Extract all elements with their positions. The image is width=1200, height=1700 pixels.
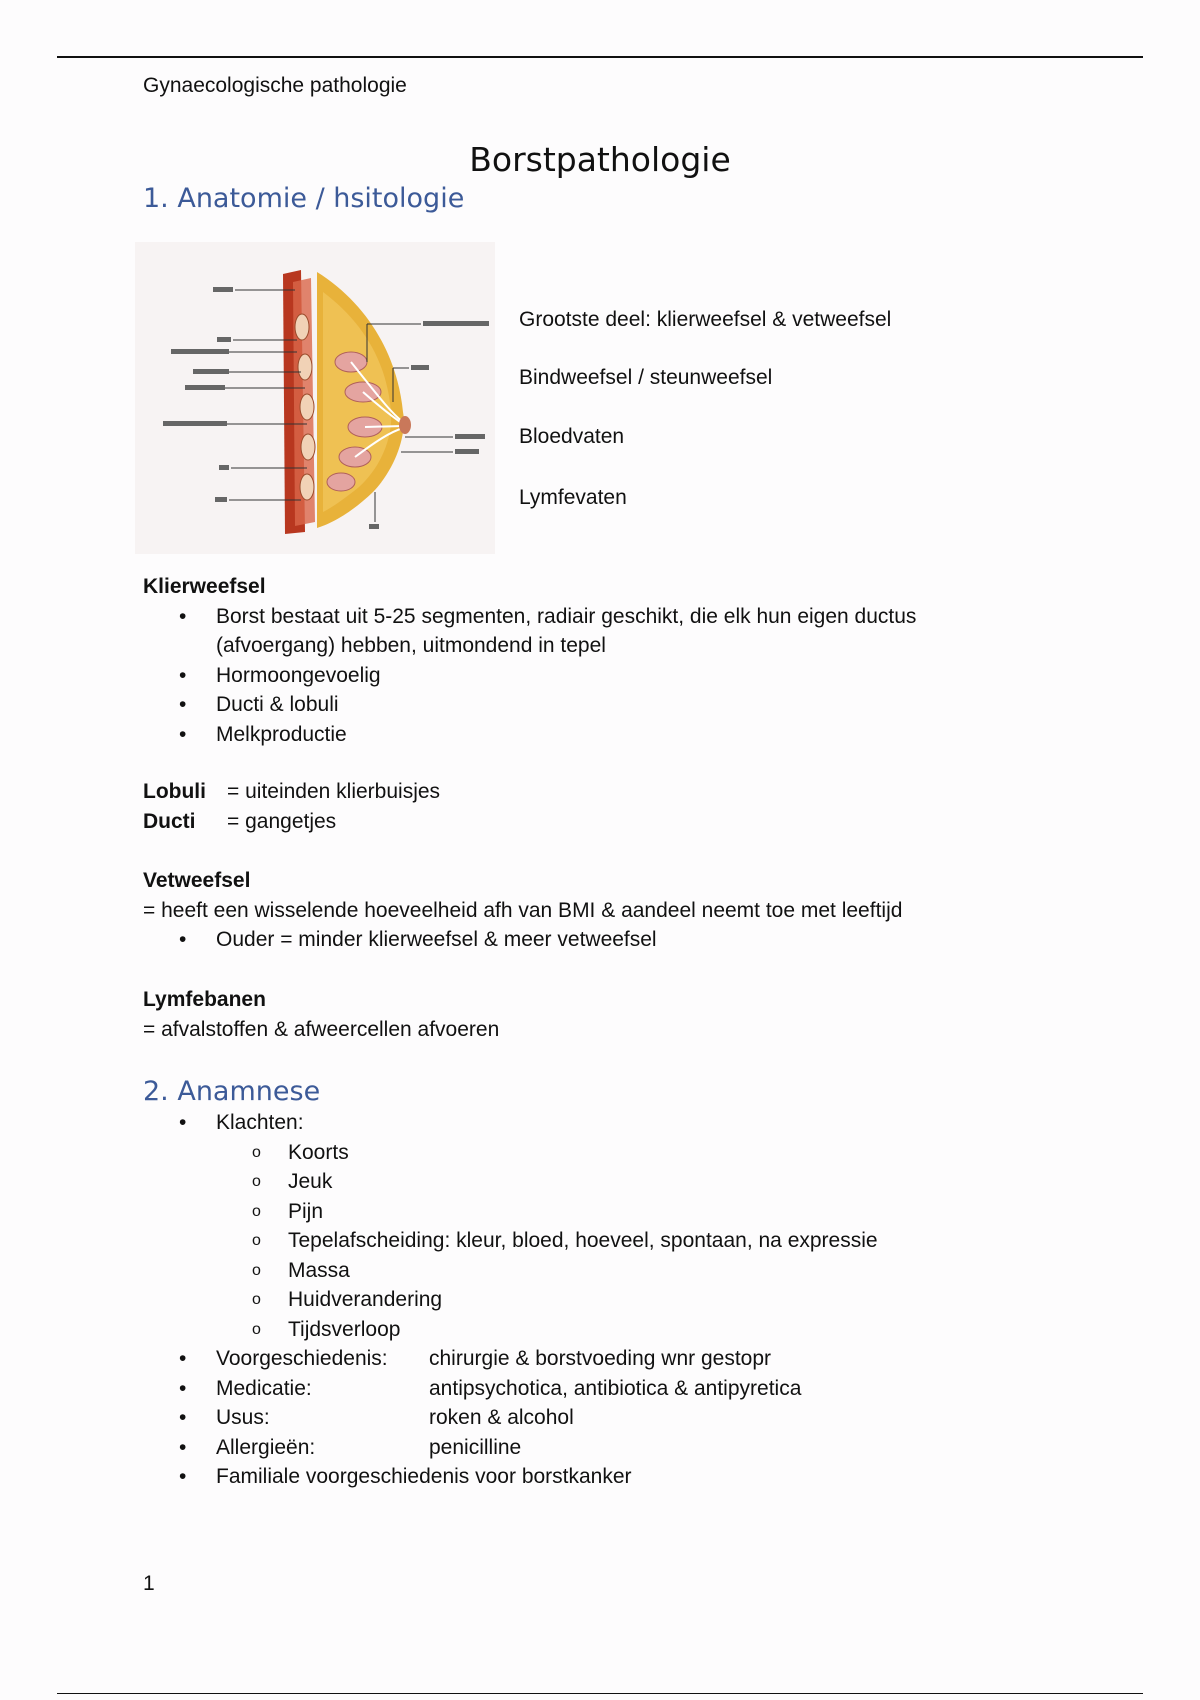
list-item: • Ouder = minder klierweefsel & meer vetweefsel bbox=[143, 925, 902, 955]
sub-list-item: o Tepelafscheiding: kleur, bloed, hoeveel, spontaan, na expressie bbox=[143, 1226, 878, 1256]
klachten-sublist bbox=[143, 1138, 878, 1345]
vetweefsel-block bbox=[143, 866, 902, 955]
definitions-block bbox=[143, 777, 440, 836]
definition-term: Lobuli bbox=[143, 780, 206, 803]
list-item: • Borst bestaat uit 5-25 segmenten, radiair geschikt, die elk hun eigen ductus (afvoergang) hebben, uitmondend in tepel bbox=[143, 602, 1016, 661]
kv-value: roken & alcohol bbox=[429, 1406, 574, 1429]
list-item: • Ducti & lobuli bbox=[143, 690, 1016, 720]
running-header: Gynaecologische pathologie bbox=[143, 74, 407, 97]
lymfebanen-text: = afvalstoffen & afweercellen afvoeren bbox=[143, 1017, 500, 1041]
sub-list-item: o Pijn bbox=[143, 1197, 878, 1227]
kv-label: Medicatie: bbox=[216, 1376, 312, 1400]
figure-item: Bindweefsel / steunweefsel bbox=[519, 366, 773, 389]
kv-value: antipsychotica, antibiotica & antipyretica bbox=[429, 1376, 802, 1400]
klierweefsel-block bbox=[143, 572, 1016, 749]
list-item bbox=[143, 1403, 878, 1433]
section-heading-anamnese: 2. Anamnese bbox=[143, 1076, 321, 1107]
page-number: 1 bbox=[143, 1572, 155, 1595]
definition-row bbox=[143, 777, 440, 807]
bottom-rule bbox=[57, 1693, 1143, 1694]
document-title: Borstpathologie bbox=[469, 140, 731, 179]
lymfebanen-block bbox=[143, 985, 499, 1044]
klierweefsel-title: Klierweefsel bbox=[143, 575, 266, 598]
klierweefsel-list bbox=[143, 602, 1016, 750]
figure-item: Lymfevaten bbox=[519, 486, 627, 509]
sub-list-item: o Jeuk bbox=[143, 1167, 878, 1197]
figure-item: Bloedvaten bbox=[519, 425, 625, 448]
list-item: • Melkproductie bbox=[143, 720, 1016, 750]
kv-label: Allergieën: bbox=[216, 1435, 316, 1459]
section-heading-anatomy: 1. Anatomie / hsitologie bbox=[143, 183, 465, 214]
breast-anatomy-illustration bbox=[135, 242, 495, 554]
sub-list-item: o Koorts bbox=[143, 1138, 878, 1168]
top-rule bbox=[57, 56, 1143, 58]
kv-value: chirurgie & borstvoeding wnr gestopr bbox=[429, 1347, 772, 1370]
definition-text: = uiteinden klierbuisjes bbox=[227, 780, 441, 803]
vetweefsel-list bbox=[143, 925, 902, 955]
kv-value: penicilline bbox=[429, 1435, 522, 1459]
anamnese-list bbox=[143, 1108, 878, 1138]
definition-row bbox=[143, 807, 440, 837]
list-item bbox=[143, 1108, 878, 1138]
anamnese-kv-list bbox=[143, 1344, 878, 1492]
definition-term: Ducti bbox=[143, 809, 196, 833]
list-item bbox=[143, 1374, 878, 1404]
anamnese-block bbox=[143, 1108, 878, 1492]
kv-label: Voorgeschiedenis: bbox=[216, 1347, 388, 1370]
klachten-label: Klachten: bbox=[216, 1111, 304, 1134]
figure-item: Grootste deel: klierweefsel & vetweefsel bbox=[519, 308, 892, 331]
list-item: • Familiale voorgeschiedenis voor borstkanker bbox=[143, 1462, 878, 1492]
list-item bbox=[143, 1433, 878, 1463]
definition-text: = gangetjes bbox=[227, 809, 337, 833]
sub-list-item: o Tijdsverloop bbox=[143, 1315, 878, 1345]
vetweefsel-text: = heeft een wisselende hoeveelheid afh van BMI & aandeel neemt toe met leeftijd bbox=[143, 898, 903, 922]
list-item bbox=[143, 1344, 878, 1374]
vetweefsel-title: Vetweefsel bbox=[143, 869, 251, 892]
lymfebanen-title: Lymfebanen bbox=[143, 988, 266, 1011]
kv-label: Usus: bbox=[216, 1406, 270, 1429]
list-item: • Hormoongevoelig bbox=[143, 661, 1016, 691]
sub-list-item: o Massa bbox=[143, 1256, 878, 1286]
sub-list-item: o Huidverandering bbox=[143, 1285, 878, 1315]
